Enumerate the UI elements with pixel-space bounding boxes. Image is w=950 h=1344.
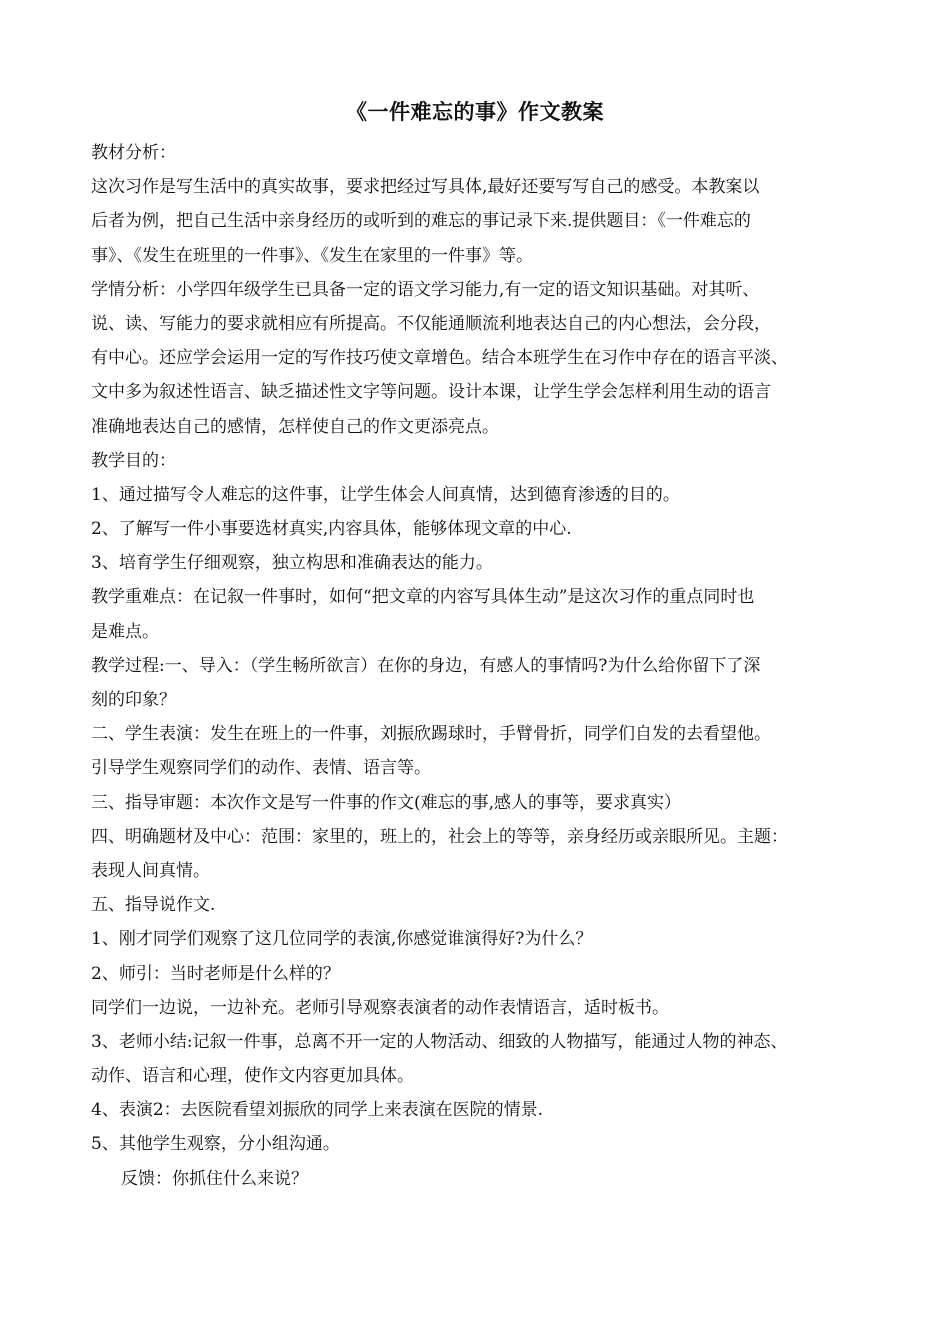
list-item: 3、老师小结:记叙一件事，总离不开一定的人物活动、细致的人物描写，能通过人物的神态、 — [91, 1031, 788, 1052]
list-item: 1、通过描写令人难忘的这件事，让学生体会人间真情，达到德育渗透的目的。 — [91, 484, 680, 505]
paragraph-line: 是难点。 — [91, 621, 159, 642]
list-item: 4、表演2：去医院看望刘振欣的同学上来表演在医院的情景. — [91, 1100, 544, 1121]
paragraph-line: 后者为例，把自己生活中亲身经历的或听到的难忘的事记录下来.提供题目：《一件难忘的 — [91, 211, 751, 232]
paragraph-line: 刻的印象？ — [91, 690, 176, 710]
list-item: 2、了解写一件小事要选材真实,内容具体，能够体现文章的中心. — [91, 519, 572, 540]
paragraph-line: 准确地表达自己的感情，怎样使自己的作文更添亮点。 — [91, 416, 499, 437]
paragraph-line: 有中心。还应学会运用一定的写作技巧使文章增色。结合本班学生在习作中存在的语言平淡、 — [91, 348, 788, 369]
paragraph-line: 同学们一边说，一边补充。老师引导观察表演者的动作表情语言，适时板书。 — [91, 997, 669, 1018]
paragraph-line: 引导学生观察同学们的动作、表情、语言等。 — [91, 758, 431, 779]
paragraph-line-key-points: 教学重难点：在记叙一件事时，如何“把文章的内容写具体生动”是这次习作的重点同时也 — [91, 587, 755, 608]
paragraph-line-student-analysis: 学情分析：小学四年级学生已具备一定的语文学习能力,有一定的语文知识基础。对其听、 — [91, 279, 760, 300]
paragraph-line-teaching-process: 教学过程:一、导入：（学生畅所欲言）在你的身边，有感人的事情吗?为什么给你留下了深 — [91, 655, 761, 676]
list-item: 3、培育学生仔细观察，独立构思和准确表达的能力。 — [91, 553, 493, 574]
document-title: 《一件难忘的事》作文教案 — [346, 99, 604, 124]
document-body — [91, 136, 871, 1196]
paragraph-line: 四、明确题材及中心：范围：家里的，班上的，社会上的等等，亲身经历或亲眼所见。主题： — [91, 826, 788, 847]
list-item: 2、师引：当时老师是什么样的？ — [91, 963, 340, 984]
paragraph-line: 表现人间真情。 — [91, 860, 210, 881]
paragraph-line: 三、指导审题：本次作文是写一件事的作文(难忘的事,感人的事等，要求真实） — [91, 792, 682, 813]
section-heading-teaching-goals: 教学目的： — [91, 450, 176, 471]
list-item: 5、其他学生观察，分小组沟通。 — [91, 1134, 340, 1155]
paragraph-line: 二、学生表演：发生在班上的一件事，刘振欣踢球时，手臂骨折，同学们自发的去看望他。 — [91, 724, 771, 745]
paragraph-line: 这次习作是写生活中的真实故事，要求把经过写具体,最好还要写写自己的感受。本教案以 — [91, 177, 760, 198]
paragraph-line-feedback: 反馈：你抓住什么来说？ — [121, 1168, 308, 1189]
list-item: 1、刚才同学们观察了这几位同学的表演,你感觉谁演得好?为什么？ — [91, 929, 593, 950]
paragraph-line: 事》、《发生在班里的一件事》、《发生在家里的一件事》等。 — [91, 245, 533, 266]
section-heading-textbook-analysis: 教材分析： — [91, 143, 176, 163]
paragraph-line: 文中多为叙述性语言、缺乏描述性文字等问题。设计本课，让学生学会怎样利用生动的语言 — [91, 382, 771, 403]
paragraph-line: 动作、语言和心理，使作文内容更加具体。 — [91, 1066, 414, 1087]
paragraph-line: 五、指导说作文. — [91, 895, 216, 916]
paragraph-line: 说、读、写能力的要求就相应有所提高。不仅能通顺流利地表达自己的内心想法，会分段， — [91, 313, 771, 334]
